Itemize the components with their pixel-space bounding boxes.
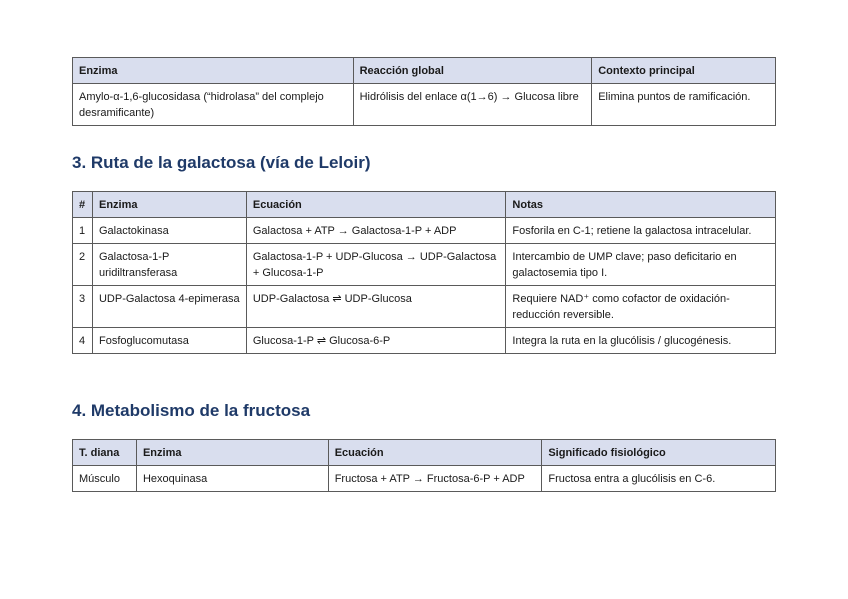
fructose-metabolism-table [72,439,776,492]
table-row [73,466,776,492]
table-cell: Integra la ruta en la glucólisis / glucogénesis. [506,328,776,354]
section-heading: 4. Metabolismo de la fructosa [72,401,311,420]
table-cell: Fosforila en C-1; retiene la galactosa intracelular. [506,218,776,244]
column-header: Contexto principal [592,58,776,84]
column-header: Enzima [136,440,328,466]
table-row [73,84,776,126]
galactose-pathway-table [72,191,776,354]
enzyme-table-glycogen [72,57,776,126]
table-cell: Galactokinasa [92,218,246,244]
table-cell: Amylo-α-1,6-glucosidasa (“hidrolasa” del complejo desramificante) [73,84,354,126]
table-cell: Fructosa + ATP → Fructosa-6-P + ADP [328,466,542,492]
table-cell: Músculo [73,466,137,492]
table-cell: Fosfoglucomutasa [92,328,246,354]
table-cell: Glucosa-1-P ⇌ Glucosa-6-P [246,328,506,354]
table-cell: Intercambio de UMP clave; paso deficitario en galactosemia tipo I. [506,244,776,286]
table-cell: Fructosa entra a glucólisis en C-6. [542,466,776,492]
column-header: Reacción global [353,58,592,84]
table-cell: Requiere NAD⁺ como cofactor de oxidación-reducción reversible. [506,286,776,328]
table-cell: UDP-Galactosa ⇌ UDP-Glucosa [246,286,506,328]
table-header-row [73,192,776,218]
table-cell: 3 [73,286,93,328]
table-cell: 4 [73,328,93,354]
column-header: Notas [506,192,776,218]
table-header-row [73,58,776,84]
column-header: T. diana [73,440,137,466]
table-row [73,328,776,354]
table-header-row [73,440,776,466]
table-cell: Galactosa-1-P + UDP-Glucosa → UDP-Galactosa + Glucosa-1-P [246,244,506,286]
table-cell: 2 [73,244,93,286]
table-cell: UDP-Galactosa 4-epimerasa [92,286,246,328]
table-cell: Hidrólisis del enlace α(1→6) → Glucosa libre [353,84,592,126]
column-header: # [73,192,93,218]
column-header: Enzima [73,58,354,84]
section-heading: 3. Ruta de la galactosa (vía de Leloir) [72,153,371,172]
column-header: Significado fisiológico [542,440,776,466]
table-cell: Elimina puntos de ramificación. [592,84,776,126]
column-header: Enzima [92,192,246,218]
table-cell: Galactosa-1-P uridiltransferasa [92,244,246,286]
column-header: Ecuación [246,192,506,218]
table-row [73,218,776,244]
column-header: Ecuación [328,440,542,466]
table-cell: Hexoquinasa [136,466,328,492]
table-cell: 1 [73,218,93,244]
table-row [73,286,776,328]
table-cell: Galactosa + ATP → Galactosa-1-P + ADP [246,218,506,244]
table-row [73,244,776,286]
